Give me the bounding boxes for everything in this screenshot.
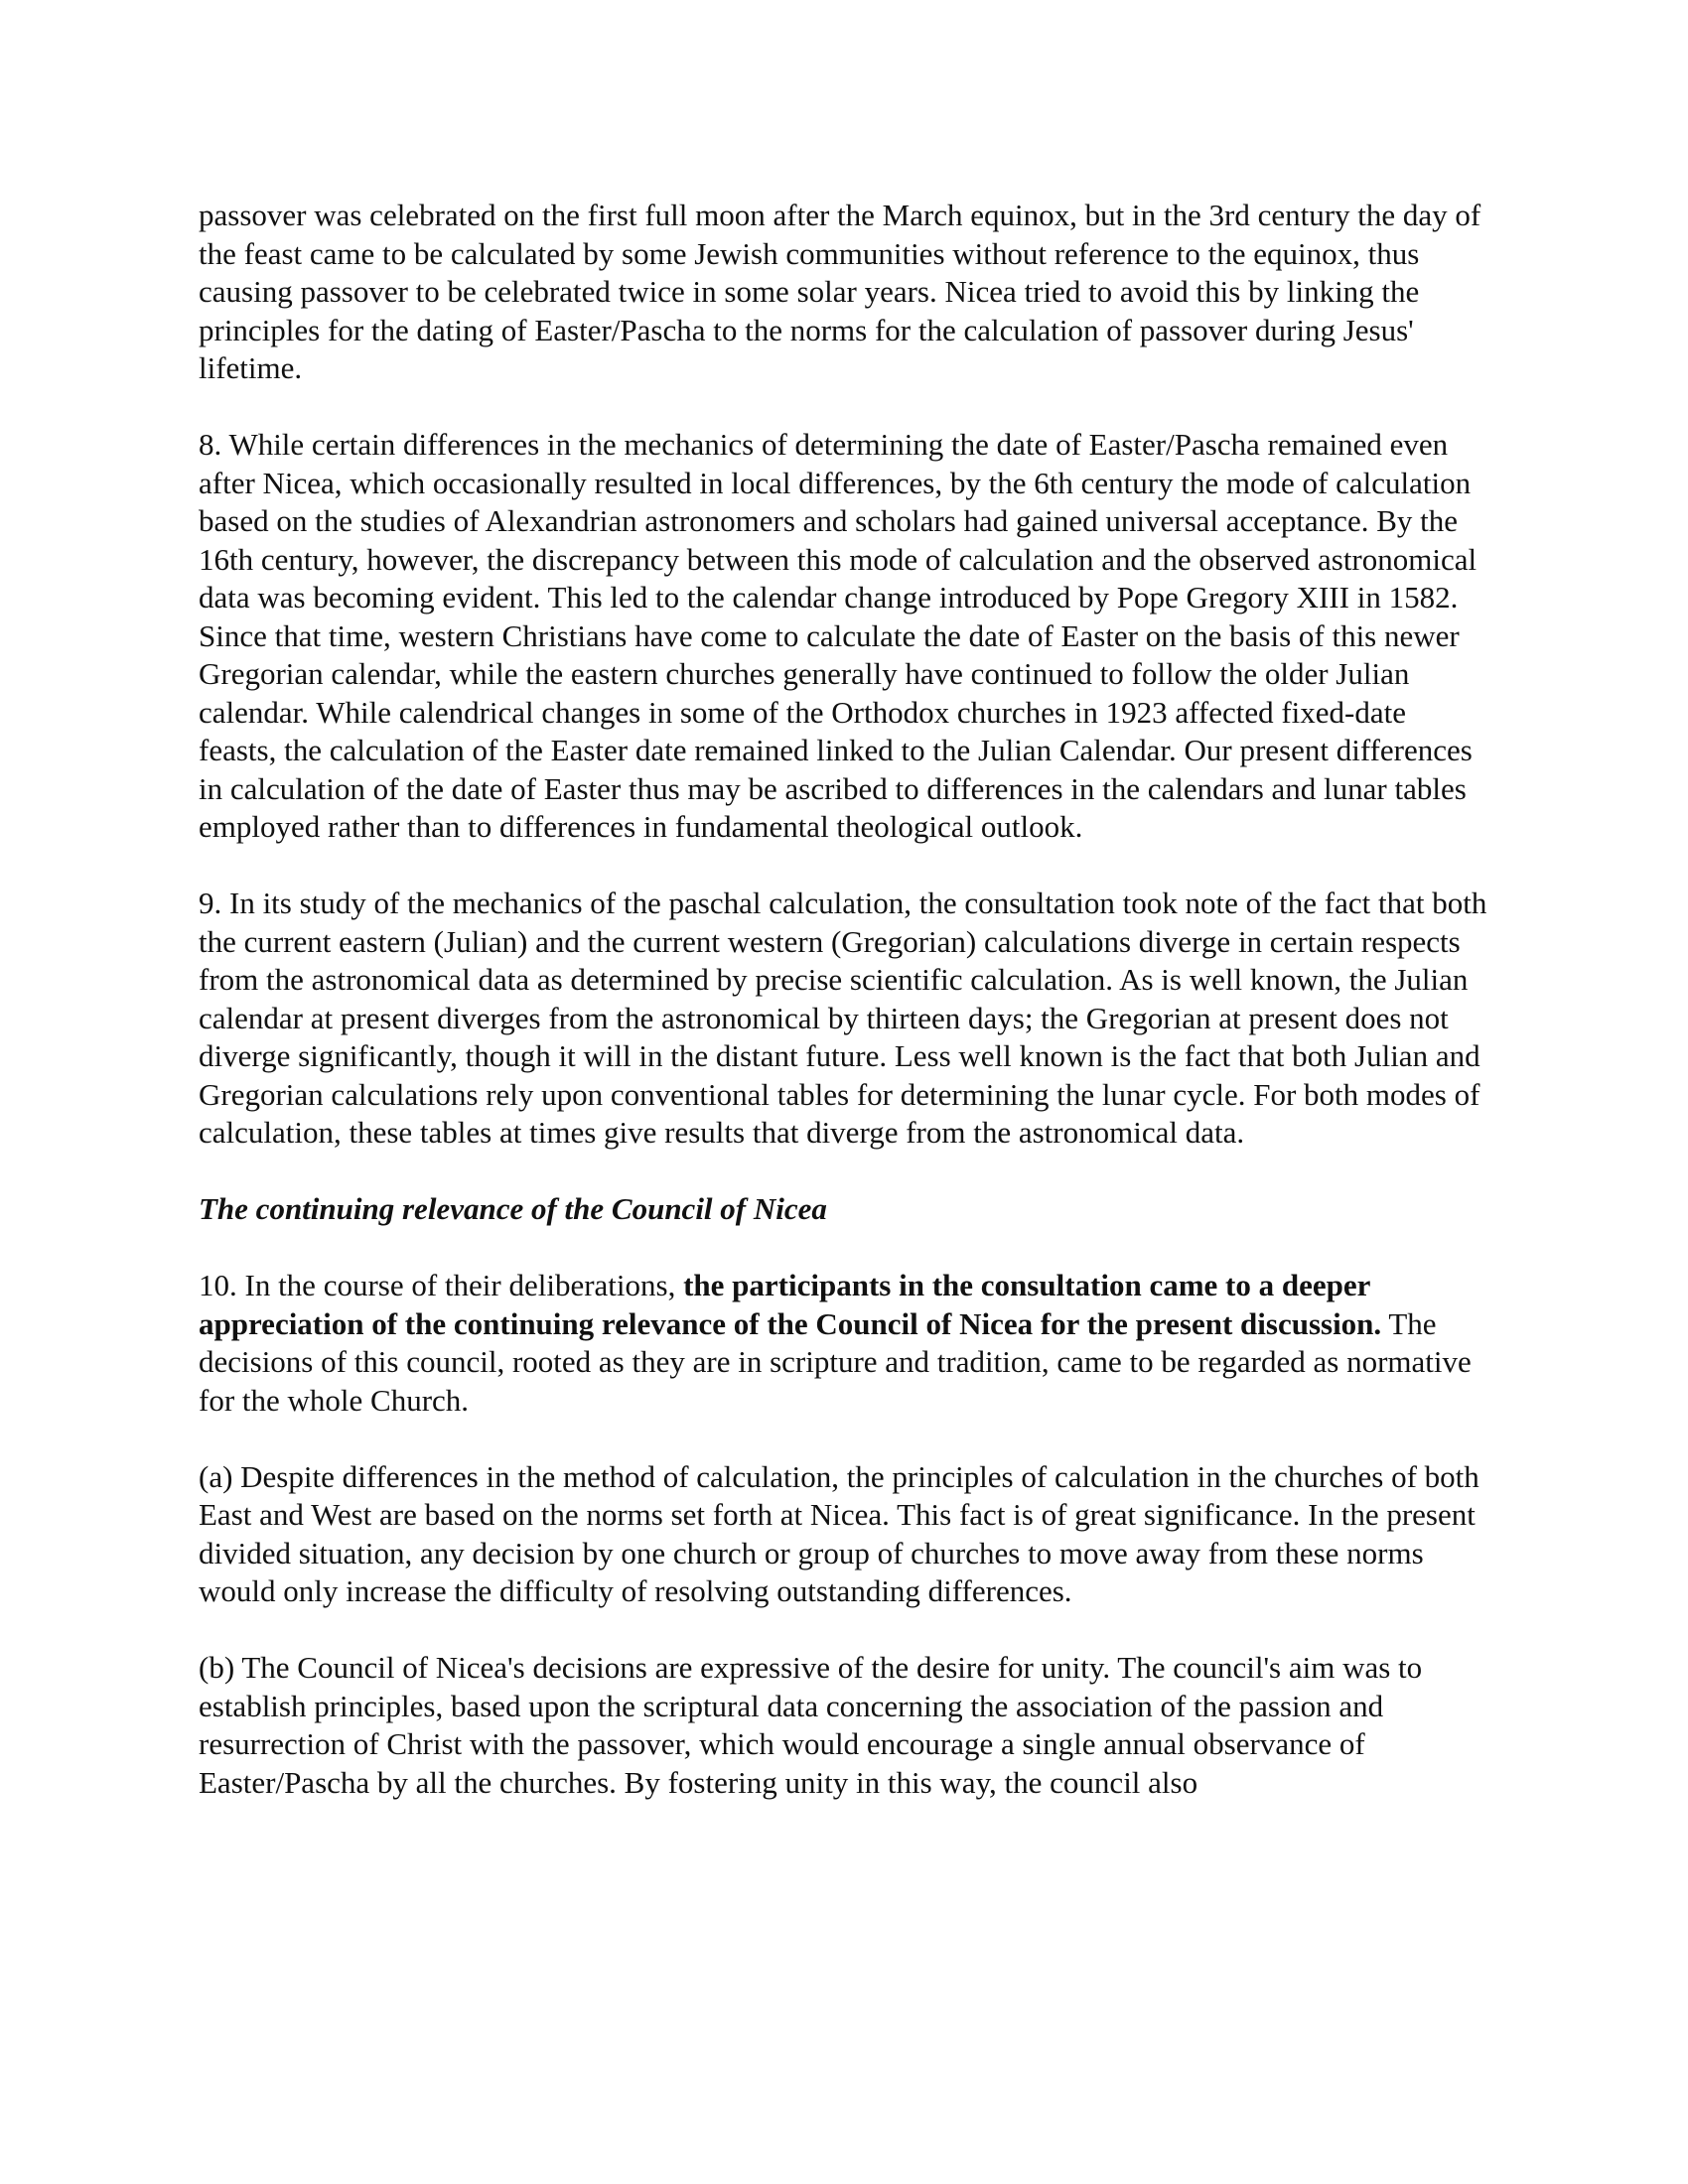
paragraph-10-bold: the participants in the consultation came to a deeper appreciation of the continuing relevance of the Council of Nicea for the present discussion. — [199, 1268, 1382, 1341]
paragraph-8: 8. While certain differences in the mechanics of determining the date of Easter/Pascha remained even after Nicea, which occasionally resulted in local differences, by the 6th century the mode of calculation based on the studies of Alexandrian astronomers and scholars had gained universal acceptance. By the 16th century, however, the discrepancy between this mode of calculation and the observed astronomical data was becoming evident. This led to the calendar change introduced by Pope Gregory XIII in 1582. Since that time, western Christians have come to calculate the date of Easter on the basis of this newer Gregorian calendar, while the eastern churches generally have continued to follow the older Julian calendar. While calendrical changes in some of the Orthodox churches in 1923 affected fixed-date feasts, the calculation of the Easter date remained linked to the Julian Calendar. Our present differences in calculation of the date of Easter thus may be ascribed to differences in the calendars and lunar tables employed rather than to differences in fundamental theological outlook. — [199, 427, 1477, 844]
section-heading: The continuing relevance of the Council of Nicea — [199, 1191, 827, 1226]
paragraph-10-rest: The decisions of this council, rooted as they are in scripture and tradition, came to be regarded as normative for the whole Church. — [199, 1305, 1472, 1418]
paragraph-10-lead: 10. In the course of their deliberations, — [199, 1268, 684, 1302]
paragraph-intro: passover was celebrated on the first full moon after the March equinox, but in the 3rd century the day of the feast came to be calculated by some Jewish communities without reference to the equinox, thus causing passover to be celebrated twice in some solar years. Nicea tried to avoid this by linking the principles for the dating of Easter/Pascha to the norms for the calculation of passover during Jesus' lifetime. — [199, 198, 1481, 385]
paragraph-b: (b) The Council of Nicea's decisions are expressive of the desire for unity. The council's aim was to establish principles, based upon the scriptural data concerning the association of the passion and resurrection of Christ with the passover, which would encourage a single annual observance of Easter/Pascha by all the churches. By fostering unity in this way, the council also — [199, 1650, 1423, 1800]
document-page — [199, 197, 1489, 1841]
paragraph-10 — [199, 1267, 1489, 1420]
paragraph-9: 9. In its study of the mechanics of the paschal calculation, the consultation took note of the fact that both the current eastern (Julian) and the current western (Gregorian) calculations diverge in certain respects from the astronomical data as determined by precise scientific calculation. As is well known, the Julian calendar at present diverges from the astronomical by thirteen days; the Gregorian at present does not diverge significantly, though it will in the distant future. Less well known is the fact that both Julian and Gregorian calculations rely upon conventional tables for determining the lunar cycle. For both modes of calculation, these tables at times give results that diverge from the astronomical data. — [199, 886, 1487, 1150]
paragraph-a: (a) Despite differences in the method of calculation, the principles of calculation in the churches of both East and West are based on the norms set forth at Nicea. This fact is of great significance. In the present divided situation, any decision by one church or group of churches to move away from these norms would only increase the difficulty of resolving outstanding differences. — [199, 1458, 1479, 1608]
